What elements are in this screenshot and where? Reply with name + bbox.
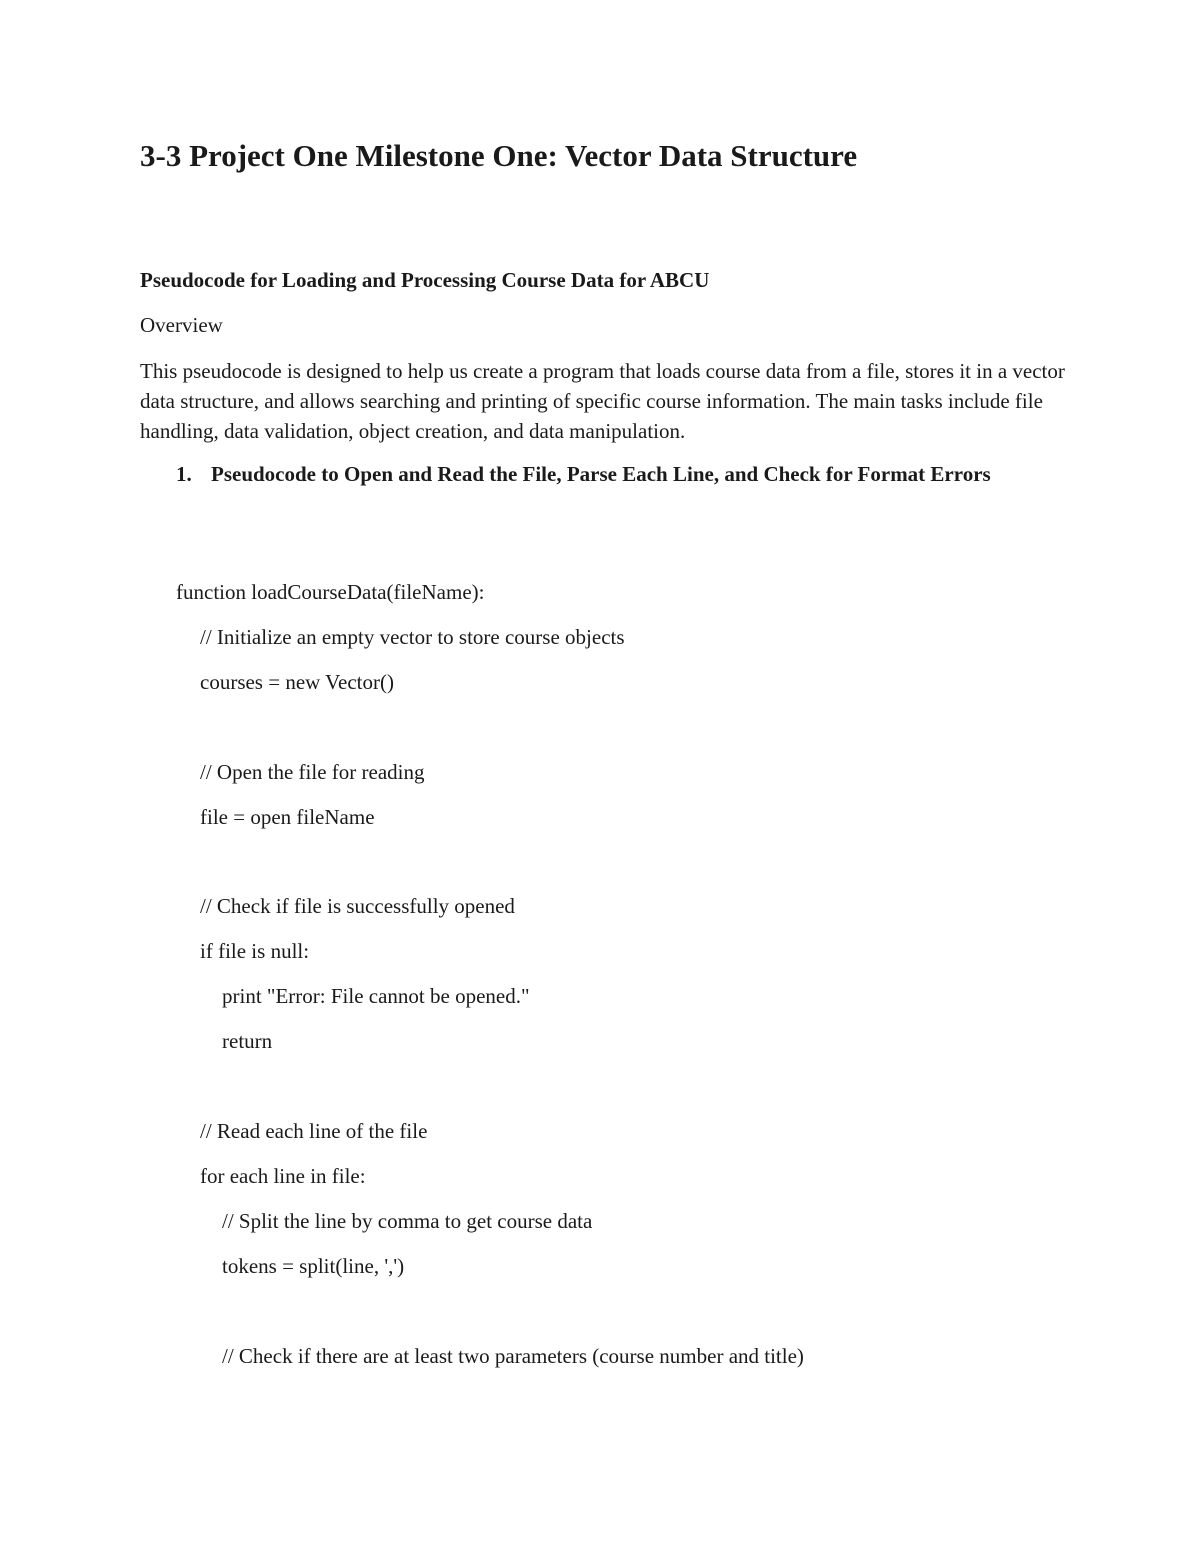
code-line: // Initialize an empty vector to store course objects (200, 625, 625, 649)
code-line: print "Error: File cannot be opened." (222, 984, 530, 1008)
intro-paragraph: This pseudocode is designed to help us create a program that loads course data from a file, stores it in a vector data structure, and allows searching and printing of specific course information. The main tasks include file handling, data validation, object creation, and data manipulation. (140, 359, 1065, 443)
section-number: 1. (176, 462, 192, 486)
code-line: return (222, 1029, 273, 1053)
code-line: // Check if file is successfully opened (200, 894, 515, 918)
code-line: tokens = split(line, ',') (222, 1254, 405, 1278)
code-line: if file is null: (200, 939, 310, 963)
code-line: function loadCourseData(fileName): (176, 580, 485, 604)
overview-label: Overview (140, 313, 223, 337)
code-line: // Read each line of the file (200, 1119, 428, 1143)
code-line: courses = new Vector() (200, 670, 394, 694)
code-line: // Check if there are at least two parameters (course number and title) (222, 1344, 804, 1368)
code-line: for each line in file: (200, 1164, 366, 1188)
code-line: // Split the line by comma to get course data (222, 1209, 593, 1233)
code-line: // Open the file for reading (200, 760, 425, 784)
section-heading (176, 460, 1056, 489)
document-title: 3-3 Project One Milestone One: Vector Data Structure (140, 138, 858, 173)
section-heading-text: Pseudocode to Open and Read the File, Parse Each Line, and Check for Format Errors (211, 462, 991, 486)
code-line: file = open fileName (200, 805, 375, 829)
document-subtitle: Pseudocode for Loading and Processing Course Data for ABCU (140, 268, 710, 292)
